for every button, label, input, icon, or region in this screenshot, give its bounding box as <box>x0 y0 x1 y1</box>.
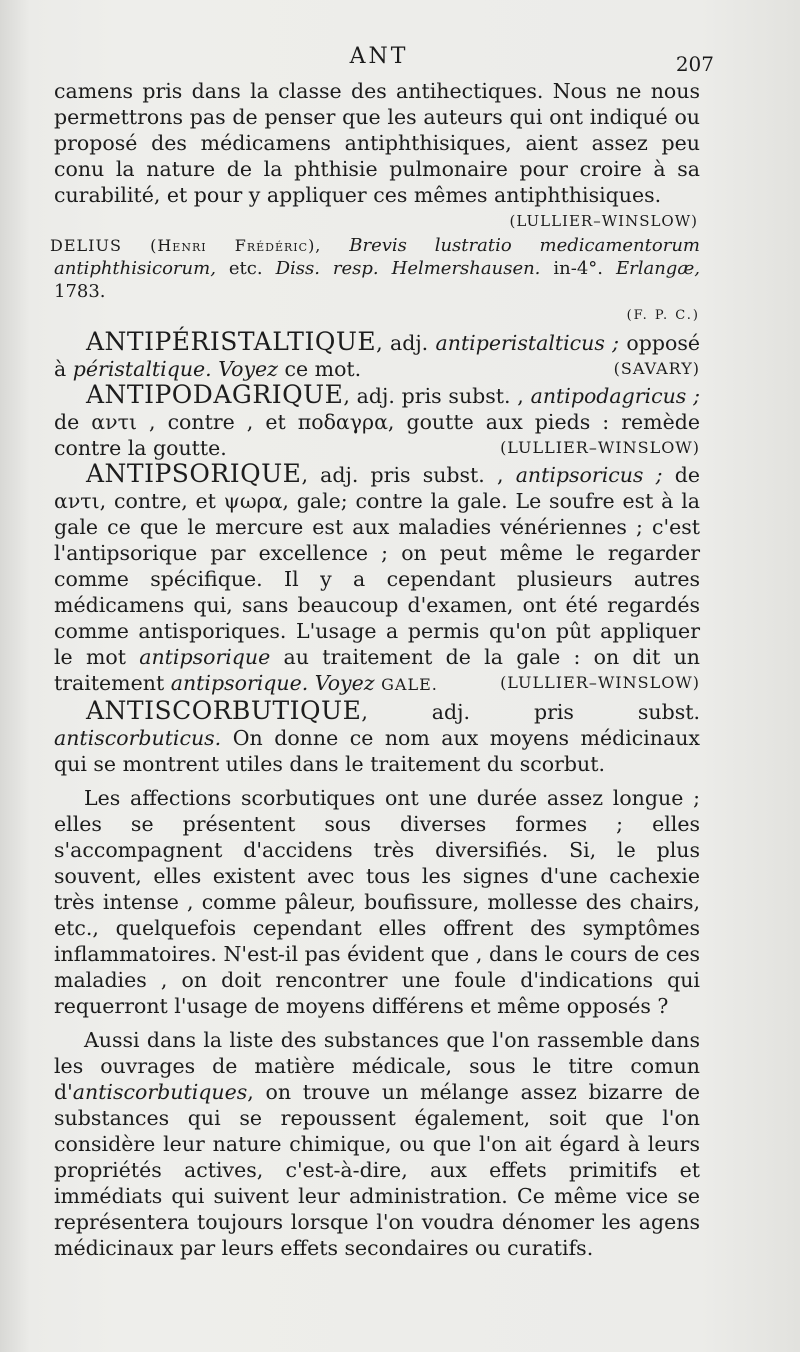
entry-grammar: , adj. pris subst. <box>361 700 700 724</box>
citation-author: DELIUS (Henri Frédéric), <box>50 236 322 255</box>
body-paragraph: Les affections scorbutiques ont une durée assez longue ; elles se présentent sous diverses formes ; elles s'accompagnent d'accidens très diversifiés. Si, le plus souvent, elles existent avec tous les signes d'une cachexie très intense , comme pâleur, boufissure, mollesse des chairs, etc., quelquefois cependant elles offrent des symptômes inflammatoires. N'est-il pas évident que , dans le cours de ces maladies , on doit rencontrer une foule d'indications qui requerront l'usage de moyens différens et même opposés ? <box>54 786 700 1018</box>
entry-text: opposé à <box>54 331 700 381</box>
page-body <box>50 78 700 1261</box>
citation-format: in-4°. <box>553 258 603 279</box>
citation-etc: etc. <box>228 258 263 279</box>
entry-grammar: , adj. <box>376 331 429 355</box>
entry-headword: ANTIPODAGRIQUE <box>86 380 344 409</box>
entry-text-end: ce mot. <box>284 357 362 381</box>
entry-latin-3: antipsorique. Voyez <box>170 671 375 695</box>
page-number: 207 <box>675 52 714 76</box>
citation-diss: Diss. resp. Helmershausen. <box>275 258 541 279</box>
signature: (LULLIER–WINSLOW) <box>509 212 698 230</box>
entry-text-2: au traitement de la gale : on dit un traitement <box>54 645 700 695</box>
entry-grammar: , adj. pris subst. , <box>301 463 504 487</box>
citation-signature: (F. P. C.) <box>626 308 700 323</box>
entry-signature: (LULLIER–WINSLOW) <box>500 438 700 457</box>
running-head: ANT <box>349 44 409 69</box>
entry-signature: (LULLIER–WINSLOW) <box>500 673 700 692</box>
entry-antiperistaltique <box>54 329 700 382</box>
entry-latin-2: antipsorique <box>139 645 271 669</box>
entry-crossref: péristaltique. Voyez <box>72 357 278 381</box>
page-header <box>50 42 714 76</box>
bibliographic-citation <box>50 234 700 303</box>
entry-latin: antipodagricus ; <box>530 384 700 408</box>
entry-headword: ANTIPÉRISTALTIQUE <box>86 327 377 356</box>
citation-place: Erlangæ, <box>615 258 700 279</box>
entry-latin: antiperistalticus ; <box>435 331 620 355</box>
entry-signature: (SAVARY) <box>613 359 700 378</box>
entry-headword: ANTISCORBUTIQUE <box>86 696 362 725</box>
citation-year: 1783. <box>54 281 106 302</box>
citation-title: Brevis lustratio medicamentorum antiphthisicorum, <box>54 235 700 279</box>
body-paragraph <box>54 1027 700 1261</box>
entry-latin: antiscorbuticus. <box>54 726 222 750</box>
entry-crossref: GALE. <box>381 675 438 694</box>
paragraph-text: Aussi dans la liste des substances que l'on rassemble dans les ouvrages de matière médicale, sous le titre comun d' <box>54 1028 700 1104</box>
paragraph-text-end: , on trouve un mélange assez bizarre de substances qui se repoussent également, soit que l'on considère leur nature chimique, ou que l'on ait égard à leurs propriétés actives, c'est-à-dire, aux effets primitifs et immédiats qui suivent leur administration. Ce même vice se représentera toujours lorsque l'on voudra dénomer les agens médicinaux par leurs effets secondaires ou curatifs. <box>54 1080 700 1260</box>
entry-antipsorique <box>54 461 700 698</box>
entry-latin: antipsoricus ; <box>515 463 663 487</box>
entry-grammar: , adj. pris subst. , <box>343 384 524 408</box>
entry-text: de αντι, contre, et ψωρα, gale; contre la gale. Le soufre est à la gale ce que le mercure est aux maladies vénériennes ; c'est l'antipsorique par excellence ; on peut même le regarder comme spécifique. Il y a cependant plusieurs autres médicamens qui, sans beaucoup d'examen, ont été regardés comme antisporiques. L'usage a permis qu'on pût appliquer le mot <box>54 463 700 669</box>
entry-text: On donne ce nom aux moyens médicinaux qui se montrent utiles dans le traitement du scorbut. <box>54 726 700 776</box>
entry-antiscorbutique <box>54 698 700 777</box>
entry-antipodagrique <box>54 382 700 461</box>
entry-text: de αντι , contre , et ποδαγρα, goutte aux pieds : remède contre la goutte. <box>54 410 700 460</box>
paragraph-italic: antiscorbutiques <box>72 1080 248 1104</box>
entry-headword: ANTIPSORIQUE <box>86 459 302 488</box>
continuation-paragraph: camens pris dans la classe des antihectiques. Nous ne nous permettrons pas de penser que les auteurs qui ont indiqué ou proposé des médicamens antiphthisiques, aient assez peu conu la nature de la phthisie pulmonaire pour croire à sa curabilité, et pour y appliquer ces mêmes antiphthisiques. <box>54 79 700 207</box>
